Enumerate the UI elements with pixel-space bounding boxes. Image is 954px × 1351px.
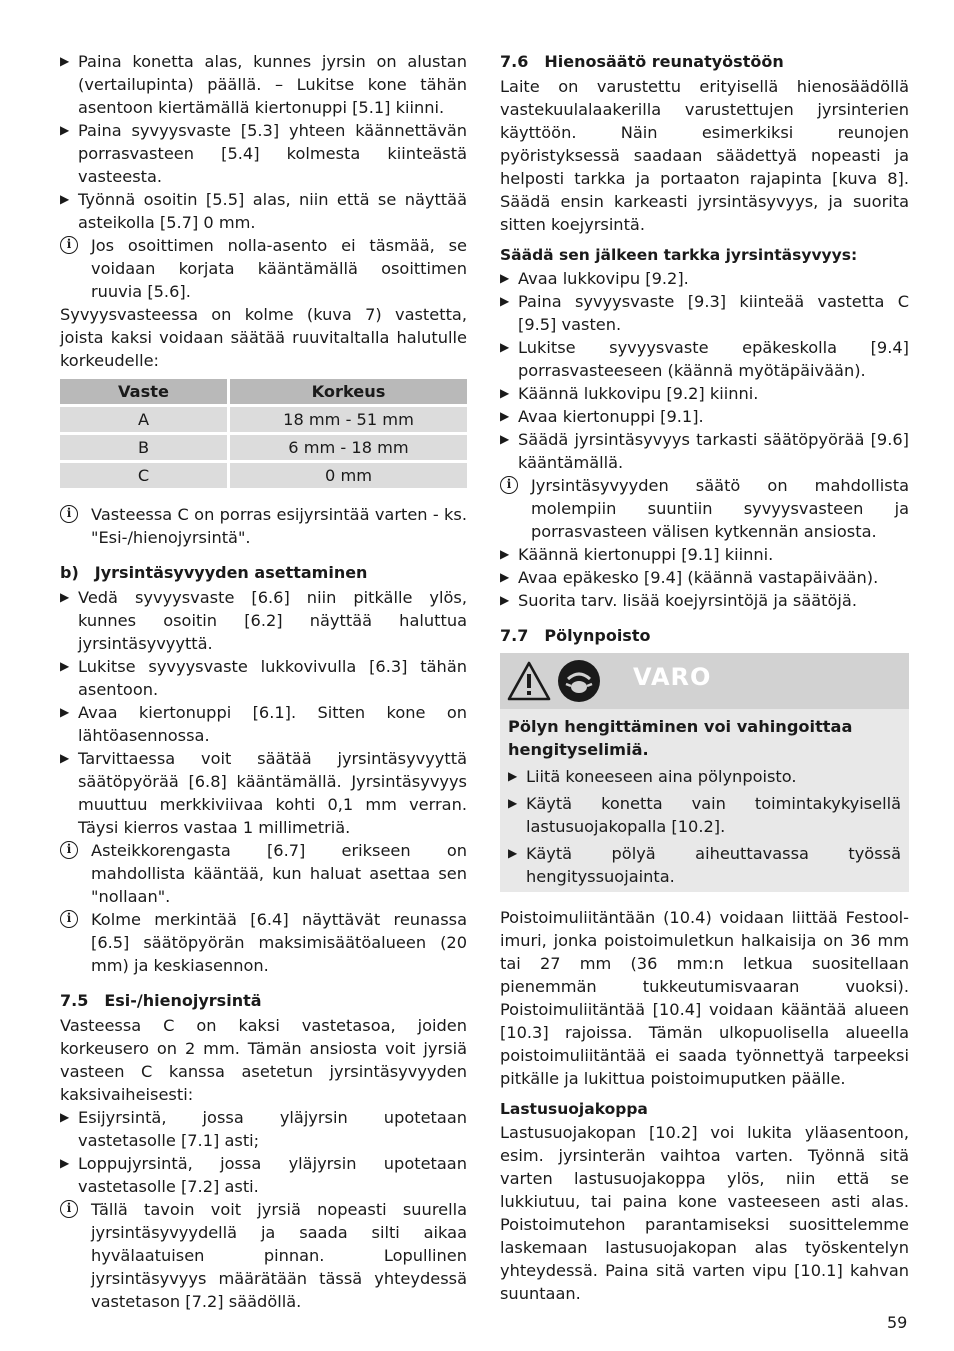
warning-title: VARO [633,663,712,691]
warning-step: ▶ Liitä koneeseen aina pölynpoisto. [508,765,901,788]
warning-header [500,653,909,709]
paragraph: Poistoimuliitäntään (10.4) voidaan liittää Festool-imuri, jonka poistoimuletkun halkaisija on 36 mm tai 27 mm (36 mm:n letkua suositellaan pienemmän tukkeutumisvaaran vuoksi). Poistoimuliitäntää [10.4] voidaan kääntää alueen [10.3] rajoissa. Tämän ulkopuolisella alueella poistoimuliitäntää ei saada työnnettyä tarpeeksi pitkälle ja lukittua poistoimuputken päälle. [500,908,909,1088]
right-column [500,50,909,1305]
info-note-text: Vasteessa C on porras esijyrsintää varten - ks. "Esi-/hienojyrsintä". [91,505,467,547]
table-cell: A [60,407,230,435]
instruction-step: ▶ Säädä jyrsintäsyvyys tarkasti säätöpyörää [9.6] kääntämällä. [500,428,909,474]
paragraph: Vasteessa C on kaksi vastetasoa, joiden korkeusero on 2 mm. Tämän ansiosta voit jyrsiä vasteen C kanssa asetetun jyrsintäsyvyyden kaksivaiheisesti: [60,1016,467,1104]
info-icon: i [500,476,518,494]
info-note-text: Kolme merkintää [6.4] näyttävät reunassa [6.5] säätöpyörän maksimisäätöalueen (20 mm) ja keskiasennon. [91,910,467,975]
table-row [60,435,467,463]
instruction-step: ▶ Lukitse syvyysvaste epäkeskolla [9.4] porrasvasteeseen (käännä myötäpäivään). [500,336,909,382]
page-number: 59 [887,1313,908,1332]
column-header: Vaste [60,379,230,407]
instruction-step: ▶ Paina konetta alas, kunnes jyrsin on alustan (vertailupinta) päällä. – Lukitse kone tähän asentoon kiertämällä kiertonuppi [5.1] kiinni. [60,50,467,119]
table-row [60,407,467,435]
instruction-step: ▶ Avaa kiertonuppi [9.1]. [500,405,909,428]
subheading: Lastusuojakoppa [500,1100,648,1118]
table-cell: 6 mm - 18 mm [230,435,467,463]
info-icon: i [60,236,78,254]
table-header-row [60,379,467,407]
warning-triangle-icon [506,660,552,702]
paragraph: Syvyysvasteessa on kolme (kuva 7) vastetta, joista kaksi voidaan säätää ruuvitaltalla halutulle korkeudelle: [60,305,467,370]
warning-body [500,709,909,888]
instruction-step: ▶ Avaa lukkovipu [9.2]. [500,267,909,290]
instruction-step: ▶ Lukitse syvyysvaste lukkovivulla [6.3] tähän asentoon. [60,655,467,701]
info-note [60,503,467,549]
instruction-step: ▶ Loppujyrsintä, jossa yläjyrsin upotetaan vastetasolle [7.2] asti. [60,1152,467,1198]
instruction-step: ▶ Tarvittaessa voit säätää jyrsintäsyvyyttä säätöpyörää [6.8] kääntämällä. Jyrsintäsyvyys muuttuu merkkiviivaa kohti 0,1 mm verran. Täysi kierros vastaa 1 millimetriä. [60,747,467,839]
warning-step: ▶ Käytä konetta vain toimintakykyisellä lastusuojakopalla [10.2]. [508,792,901,838]
info-note [60,234,467,303]
instruction-step: ▶ Käännä lukkovipu [9.2] kiinni. [500,382,909,405]
table-cell: 18 mm - 51 mm [230,407,467,435]
table-cell: B [60,435,230,463]
instruction-step: ▶ Esijyrsintä, jossa yläjyrsin upotetaan vastetasolle [7.1] asti; [60,1106,467,1152]
left-column [60,50,467,1313]
instruction-step: ▶ Käännä kiertonuppi [9.1] kiinni. [500,543,909,566]
paragraph: Laite on varustettu erityisellä hienosäädöllä vastekuulalaakerilla varustettujen jyrsinterien käyttöön. Näin esimerkiksi reunojen pyöristyksessä saadaan säädettyä nopeasti ja helposti tarkka ja portaaton rajapinta [kuva 8]. Säädä ensin karkeasti jyrsintäsyvyys, ja suorita sitten koejyrsintä. [500,77,909,234]
column-header: Korkeus [230,379,467,407]
instruction-step: ▶ Vedä syvyysvaste [6.6] niin pitkälle ylös, kunnes osoitin [6.2] näyttää haluttua jyrsintäsyvyyttä. [60,586,467,655]
warning-box [500,653,909,892]
instruction-step: ▶ Suorita tarv. lisää koejyrsintöjä ja säätöjä. [500,589,909,612]
instruction-step: ▶ Työnnä osoitin [5.5] alas, niin että se näyttää asteikolla [5.7] 0 mm. [60,188,467,234]
subheading: Säädä sen jälkeen tarkka jyrsintäsyvyys: [500,246,858,264]
table-cell: C [60,463,230,491]
instruction-step: ▶ Paina syvyysvaste [9.3] kiinteää vastetta C [9.5] vasten. [500,290,909,336]
info-note [60,839,467,908]
info-note [60,1198,467,1313]
info-icon: i [60,841,78,859]
stop-height-table [60,379,467,491]
info-note-text: Tällä tavoin voit jyrsiä nopeasti suurella jyrsintäsyvyydellä ja saada silti aikaa hyvälaatuisen pinnan. Lopullinen jyrsintäsyvyys määrätään tässä yhteydessä vastetason [7.2] säädöllä. [91,1200,467,1311]
info-note-text: Asteikkorengasta [6.7] erikseen on mahdollista kääntää, kun haluat asettaa sen "nollaan". [91,841,467,906]
section-heading: 7.7 Pölynpoisto [500,626,651,645]
instruction-step: ▶ Avaa epäkesko [9.4] (käännä vastapäivään). [500,566,909,589]
info-note-text: Jos osoittimen nolla-asento ei täsmää, se voidaan korjata kääntämällä osoittimen ruuvia [5.6]. [91,236,467,301]
info-icon: i [60,910,78,928]
info-note [500,474,909,543]
table-cell: 0 mm [230,463,467,491]
info-note [60,908,467,977]
section-heading: 7.6 Hienosäätö reunatyöstöön [500,52,784,71]
table-row [60,463,467,491]
info-note-text: Jyrsintäsyvyyden säätö on mahdollista molempiin suuntiin syvyysvasteen ja porrasvasteen välisen kytkennän ansiosta. [531,476,909,541]
instruction-step: ▶ Avaa kiertonuppi [6.1]. Sitten kone on lähtöasennossa. [60,701,467,747]
section-heading: b) Jyrsintäsyvyyden asettaminen [60,563,368,582]
respirator-mask-icon [556,658,602,704]
section-heading: 7.5 Esi-/hienojyrsintä [60,991,262,1010]
info-icon: i [60,1200,78,1218]
warning-lead: Pölyn hengittäminen voi vahingoittaa hengityselimiä. [508,717,853,759]
instruction-step: ▶ Paina syvyysvaste [5.3] yhteen käännettävän porrasvasteen [5.4] kolmesta kiinteästä vasteesta. [60,119,467,188]
info-icon: i [60,505,78,523]
warning-step: ▶ Käytä pölyä aiheuttavassa työssä hengityssuojainta. [508,842,901,888]
paragraph: Lastusuojakopan [10.2] voi lukita yläasentoon, esim. jyrsinterän vaihtoa varten. Työnnä sitä varten lastusuojakoppa ylös, niin että se lukkiutuu, tai paina kone vasteeseen asti alas. Poistoimutehon parantamiseksi suosittelemme laskemaan lastusuojakopan alas työskentelyn yhteydessä. Paina sitä varten vipu [10.1] kahvan suuntaan. [500,1123,909,1303]
